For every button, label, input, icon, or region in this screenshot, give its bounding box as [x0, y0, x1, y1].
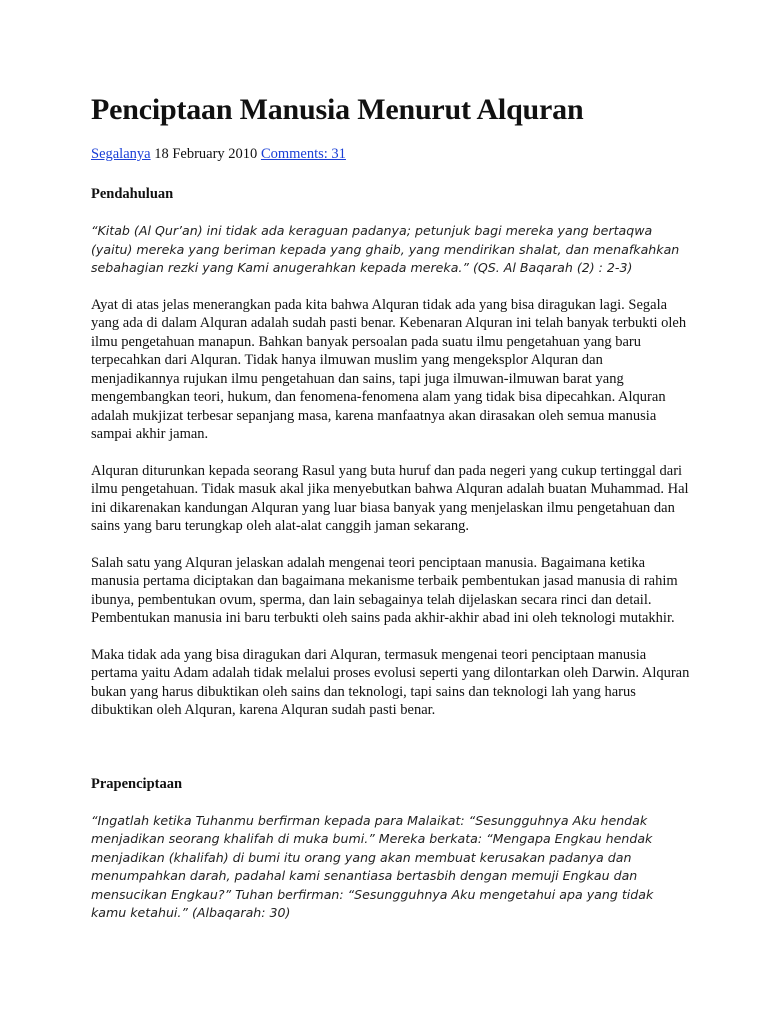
paragraph: Alquran diturunkan kepada seorang Rasul yang buta huruf dan pada negeri yang cukup tertinggal dari ilmu pengetahuan. Tidak masuk akal jika menyebutkan bahwa Alquran adalah buatan Muhammad. Hal ini dikarenakan kandungan Alquran yang luar biasa banyak yang menjelaskan ilmu pengetahuan dan sains yang baru terungkap oleh alat-alat canggih jaman sekarang. [91, 462, 689, 534]
paragraph: Ayat di atas jelas menerangkan pada kita bahwa Alquran tidak ada yang bisa diragukan lagi. Segala yang ada di dalam Alquran adalah sudah pasti benar. Kebenaran Alquran ini telah banyak terbukti oleh ilmu pengetahuan manapun. Bahkan banyak persoalan pada suatu ilmu pengetahuan yang baru terpecahkan dari Alquran. Tidak hanya ilmuwan muslim yang mengeksplor Alquran dan menjadikannya rujukan ilmu pengetahuan dan sains, tapi juga ilmuwan-ilmuwan barat yang mengembangkan teori, hukum, dan fenomena-fenomena alam yang tidak bisa dipecahkan. Alquran adalah mukjizat terbesar sepanjang masa, karena manfaatnya akan dirasakan oleh semua manusia sampai akhir jaman. [91, 296, 687, 442]
section-heading-prapenciptaan: Prapenciptaan [91, 775, 183, 792]
comments-link[interactable]: Comments: 31 [260, 146, 346, 162]
article [91, 90, 691, 923]
post-date: 18 February 2010 [150, 146, 261, 162]
quote-pendahuluan: “Kitab (Al Qur’an) ini tidak ada keraguan padanya; petunjuk bagi mereka yang bertaqwa (yaitu) mereka yang beriman kepada yang ghaib, yang mendirikan shalat, dan menafkahkan sebahagian rezki yang Kami anugerahkan kepada mereka.” (QS. Al Baqarah (2) : 2-3) [91, 223, 680, 275]
paragraph: Salah satu yang Alquran jelaskan adalah mengenai teori penciptaan manusia. Bagaimana ketika manusia pertama diciptakan dan bagaimana mekanisme terbaik pembentukan jasad manusia di rahim ibunya, pembentukan ovum, sperma, dan lain sebagainya telah dijelaskan secara rinci dan detail. Pembentukan manusia ini baru terbukti oleh sains pada akhir-akhir abad ini oleh teknologi mutakhir. [91, 554, 678, 626]
quote-prapenciptaan: “Ingatlah ketika Tuhanmu berfirman kepada para Malaikat: “Sesungguhnya Aku hendak menjadikan seorang khalifah di muka bumi.” Mereka berkata: “Mengapa Engkau hendak menjadikan (khalifah) di bumi itu orang yang akan membuat kerusakan padanya dan menumpahkan darah, padahal kami senantiasa bertasbih dengan memuji Engkau dan mensucikan Engkau?” Tuhan berfirman: “Sesungguhnya Aku mengetahui apa yang tidak kamu ketahui.” (Albaqarah: 30) [91, 812, 654, 920]
article-meta [91, 144, 691, 164]
category-link[interactable]: Segalanya [91, 146, 151, 162]
spacer [91, 720, 691, 754]
section-heading-pendahuluan: Pendahuluan [91, 186, 174, 202]
paragraph: Maka tidak ada yang bisa diragukan dari Alquran, termasuk mengenai teori penciptaan manusia pertama yaitu Adam adalah tidak melalui proses evolusi seperti yang dilontarkan oleh Darwin. Alquran bukan yang harus dibuktikan oleh sains dan teknologi, tapi sains dan teknologi lah yang harus dibuktikan oleh Alquran, karena Alquran sudah pasti benar. [91, 646, 690, 718]
article-title: Penciptaan Manusia Menurut Alquran [91, 93, 584, 126]
